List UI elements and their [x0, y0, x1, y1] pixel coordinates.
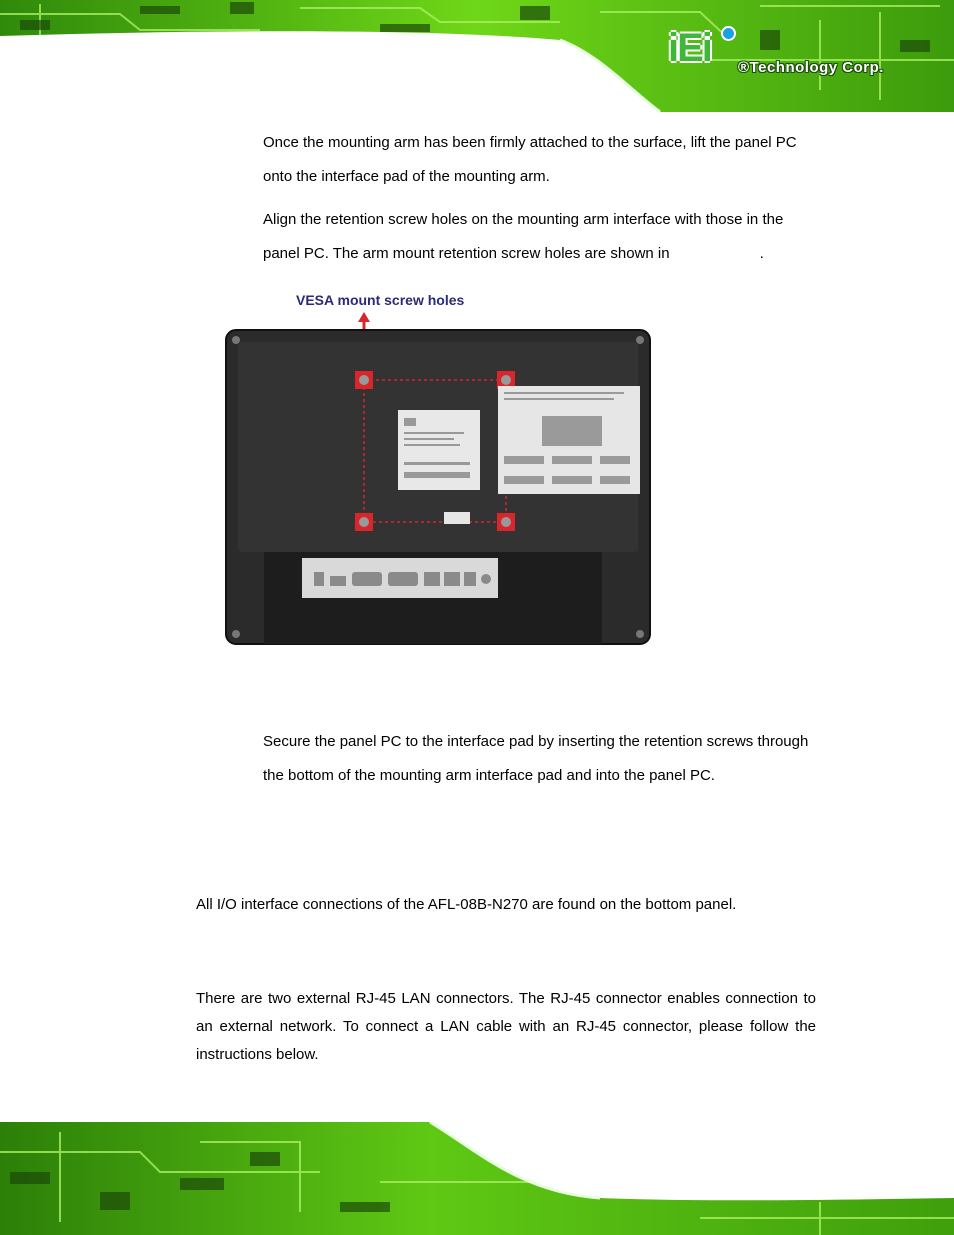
vesa-screw-hole	[355, 371, 373, 389]
logo-dot-icon	[721, 26, 736, 41]
vesa-screw-hole	[355, 513, 373, 531]
serial-sticker	[444, 512, 470, 524]
step-secure-text: Secure the panel PC to the interface pad by inserting the retention screws through the bottom of the mounting arm interface pad and into the panel PC.	[263, 733, 809, 784]
footer-pcb-banner	[0, 1122, 954, 1235]
step-align-text	[263, 203, 823, 271]
company-name: ®Technology Corp.	[738, 59, 884, 76]
step-align-body: Align the retention screw holes on the mounting arm interface with those in the panel PC. The arm mount retention screw holes are shown in	[263, 211, 784, 262]
vesa-screw-hole	[497, 513, 515, 531]
corner-screw	[232, 336, 240, 344]
company-logo	[668, 28, 918, 84]
corner-screw	[636, 336, 644, 344]
io-connections-text: All I/O interface connections of the AFL-08B-N270 are found on the bottom panel.	[196, 896, 737, 913]
step-lift-text: Once the mounting arm has been firmly attached to the surface, lift the panel PC onto the interface pad of the mounting arm.	[263, 134, 797, 185]
panel-pc-rear-figure	[222, 286, 654, 648]
figure-callout-label: VESA mount screw holes	[296, 292, 465, 308]
step-align-suffix: .	[759, 245, 764, 262]
corner-screw	[232, 630, 240, 638]
lan-connectors-text: There are two external RJ-45 LAN connectors. The RJ-45 connector enables connection to an external network. To connect a LAN cable with an RJ-45 connector, please follow the instructions below.	[196, 990, 816, 1063]
callout-arrow-head	[358, 312, 370, 322]
iei-logo-mark: iEi	[668, 26, 711, 70]
corner-screw	[636, 630, 644, 638]
